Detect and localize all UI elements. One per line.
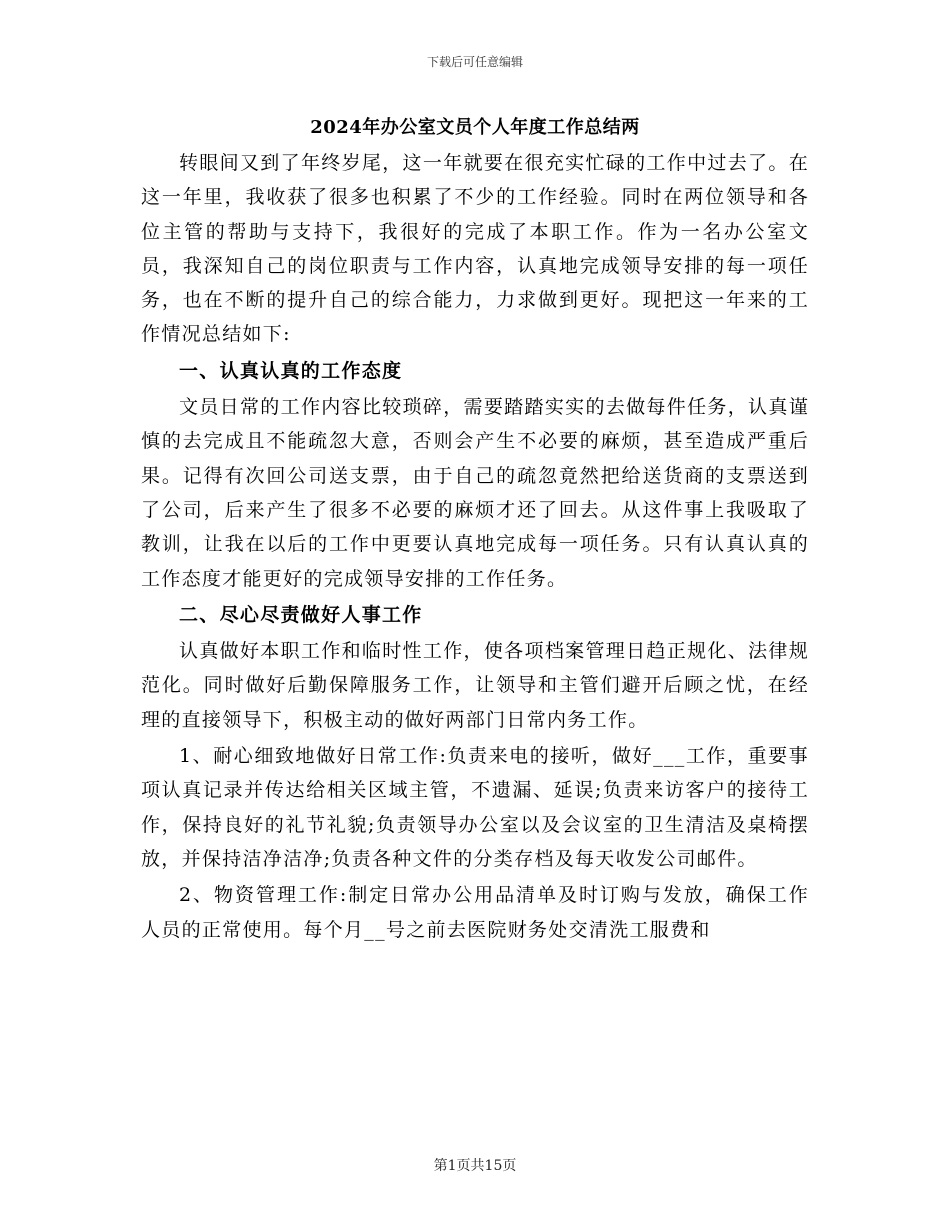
- document-title: 2024年办公室文员个人年度工作总结两: [310, 117, 640, 138]
- page-header-note: 下载后可任意编辑: [426, 55, 523, 69]
- list-item-1: 1、耐心细致地做好日常工作:负责来电的接听，做好___工作，重要事项认真记录并传达给相关区域主管，不遗漏、延误;负责来访客户的接待工作，保持良好的礼节礼貌;负责领导办公室以及会议室的卫生清洁及桌椅摆放，并保持洁净洁净;负责各种文件的分类存档及每天收发公司邮件。: [141, 745, 809, 870]
- section-heading-2: 二、尽心尽责做好人事工作: [179, 603, 423, 626]
- list-item-2: 2、物资管理工作:制定日常办公用品清单及时订购与发放，确保工作人员的正常使用。每个月__号之前去医院财务处交清洗工服费和: [141, 884, 809, 941]
- intro-paragraph: 转眼间又到了年终岁尾，这一年就要在很充实忙碌的工作中过去了。在这一年里，我收获了很多也积累了不少的工作经验。同时在两位领导和各位主管的帮助与支持下，我很好的完成了本职工作。作为一名办公室文员，我深知自己的岗位职责与工作内容，认真地完成领导安排的每一项任务，也在不断的提升自己的综合能力，力求做到更好。现把这一年来的工作情况总结如下:: [141, 152, 809, 346]
- section-2-paragraph: 认真做好本职工作和临时性工作，使各项档案管理日趋正规化、法律规范化。同时做好后勤保障服务工作，让领导和主管们避开后顾之忧，在经理的直接领导下，积极主动的做好两部门日常内务工作。: [141, 640, 809, 731]
- section-heading-1: 一、认真认真的工作态度: [179, 359, 403, 382]
- document-body: [141, 146, 809, 947]
- section-1-paragraph: 文员日常的工作内容比较琐碎，需要踏踏实实的去做每件任务，认真谨慎的去完成且不能疏忽大意，否则会产生不必要的麻烦，甚至造成严重后果。记得有次回公司送支票，由于自己的疏忽竟然把给送货商的支票送到了公司，后来产生了很多不必要的麻烦才还了回去。从这件事上我吸取了教训，让我在以后的工作中更要认真地完成每一项任务。只有认真认真的工作态度才能更好的完成领导安排的工作任务。: [141, 396, 809, 590]
- page-number: 第1页共15页: [433, 1158, 517, 1174]
